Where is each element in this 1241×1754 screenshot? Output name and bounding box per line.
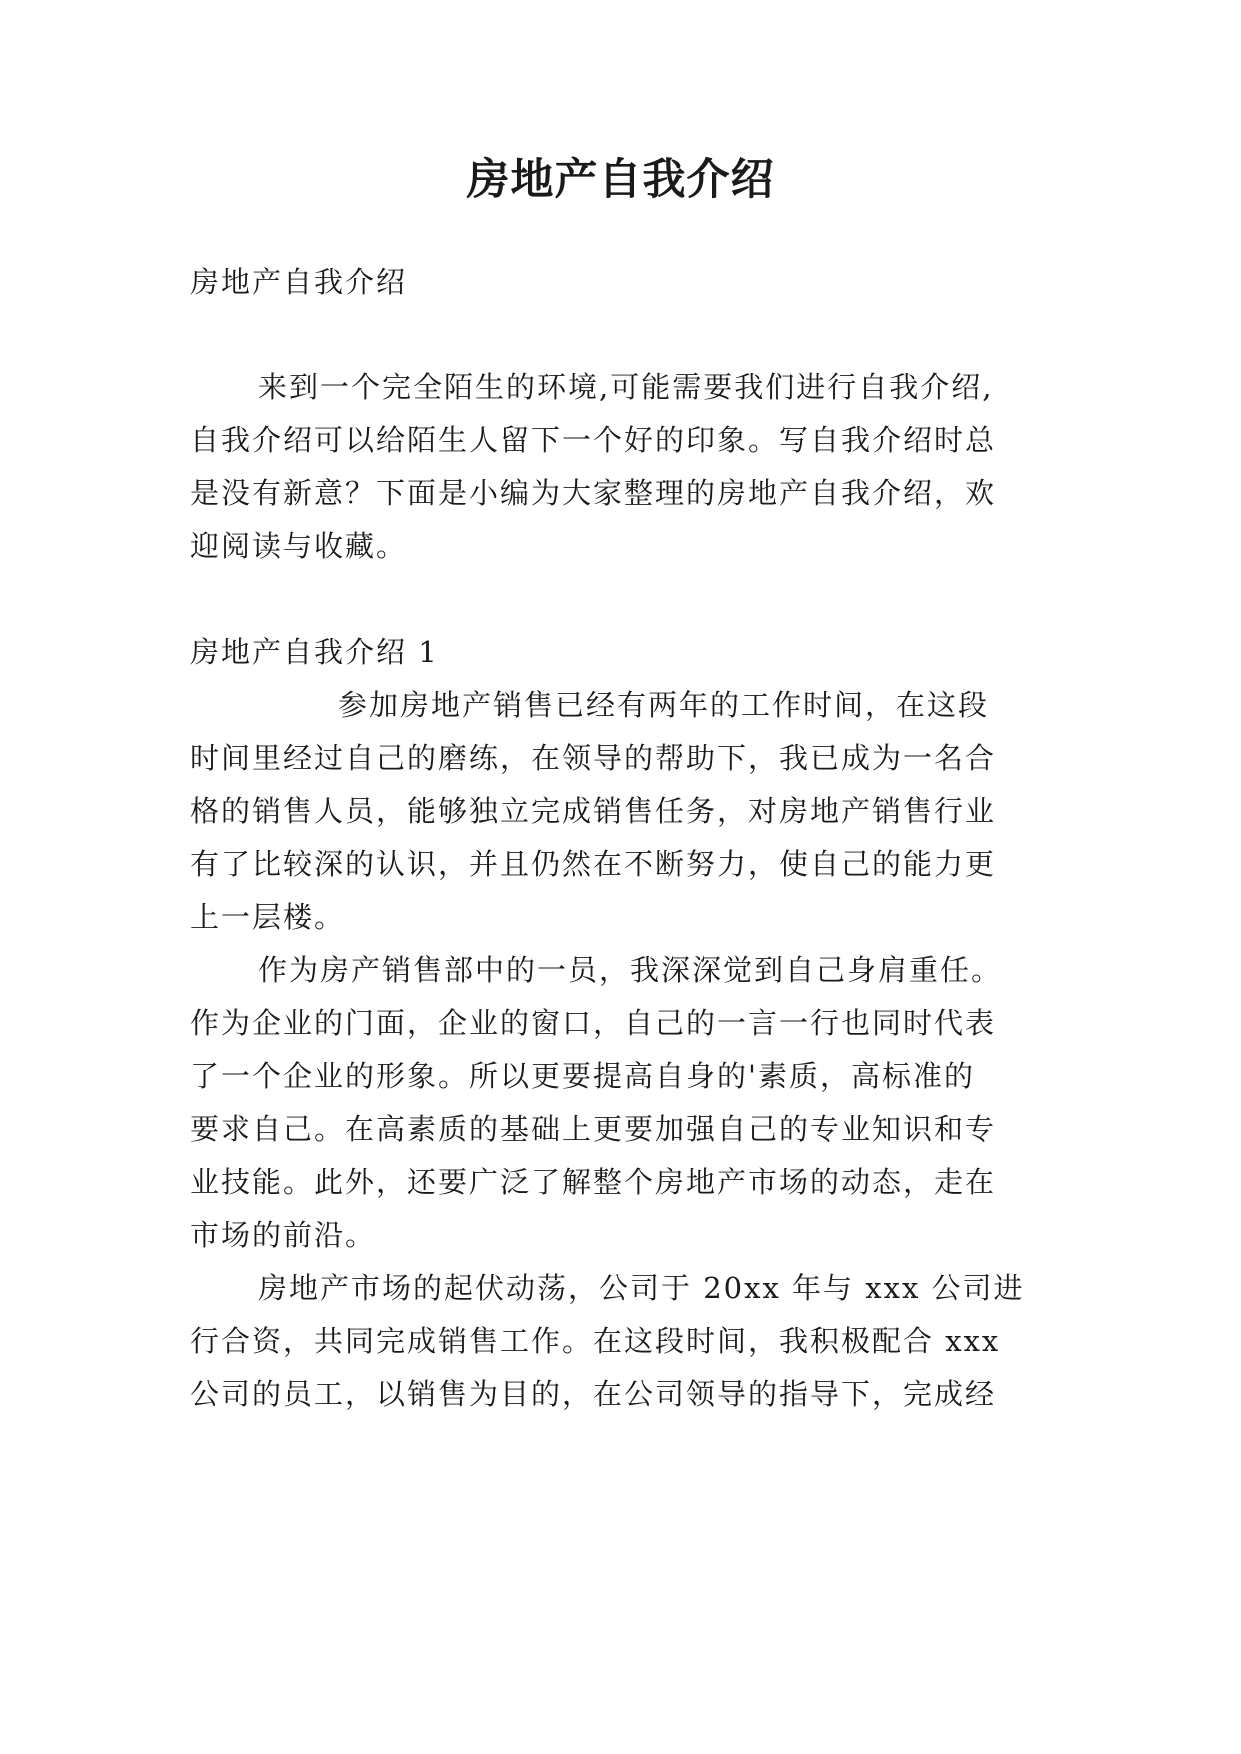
paragraph-line: 上一层楼。: [190, 900, 346, 934]
intro-line: 迎阅读与收藏。: [190, 529, 408, 563]
paragraph-line: 作为房产销售部中的一员，我深深觉到自己身肩重任。: [258, 953, 1003, 987]
paragraph-line: 有了比较深的认识，并且仍然在不断努力，使自己的能力更: [190, 847, 997, 881]
paragraph-line: 行合资，共同完成销售工作。在这段时间，我积极配合 xxx: [190, 1324, 1001, 1358]
intro-line: 自我介绍可以给陌生人留下一个好的印象。写自我介绍时总: [190, 423, 997, 457]
document-subtitle: 房地产自我介绍: [190, 265, 408, 299]
paragraph-line: 公司的员工，以销售为目的，在公司领导的指导下，完成经: [190, 1377, 997, 1411]
paragraph-line: 房地产市场的起伏动荡，公司于 20xx 年与 xxx 公司进: [258, 1271, 1025, 1305]
paragraph-line: 要求自己。在高素质的基础上更要加强自己的专业知识和专: [190, 1112, 997, 1146]
paragraph-line: 了一个企业的形象。所以更要提高自身的'素质，高标准的: [190, 1059, 975, 1093]
paragraph-line: 业技能。此外，还要广泛了解整个房地产市场的动态，走在: [190, 1165, 997, 1199]
paragraph-line: 格的销售人员，能够独立完成销售任务，对房地产销售行业: [190, 794, 997, 828]
intro-line: 来到一个完全陌生的环境,可能需要我们进行自我介绍,: [258, 370, 994, 404]
document-title: 房地产自我介绍: [466, 155, 775, 205]
intro-line: 是没有新意？下面是小编为大家整理的房地产自我介绍，欢: [190, 476, 997, 510]
section-heading: 房地产自我介绍 1: [190, 635, 439, 669]
paragraph-line: 参加房地产销售已经有两年的工作时间，在这段: [338, 688, 990, 722]
paragraph-line: 市场的前沿。: [190, 1218, 377, 1252]
paragraph-line: 时间里经过自己的磨练，在领导的帮助下，我已成为一名合: [190, 741, 997, 775]
paragraph-line: 作为企业的门面，企业的窗口，自己的一言一行也同时代表: [190, 1006, 997, 1040]
